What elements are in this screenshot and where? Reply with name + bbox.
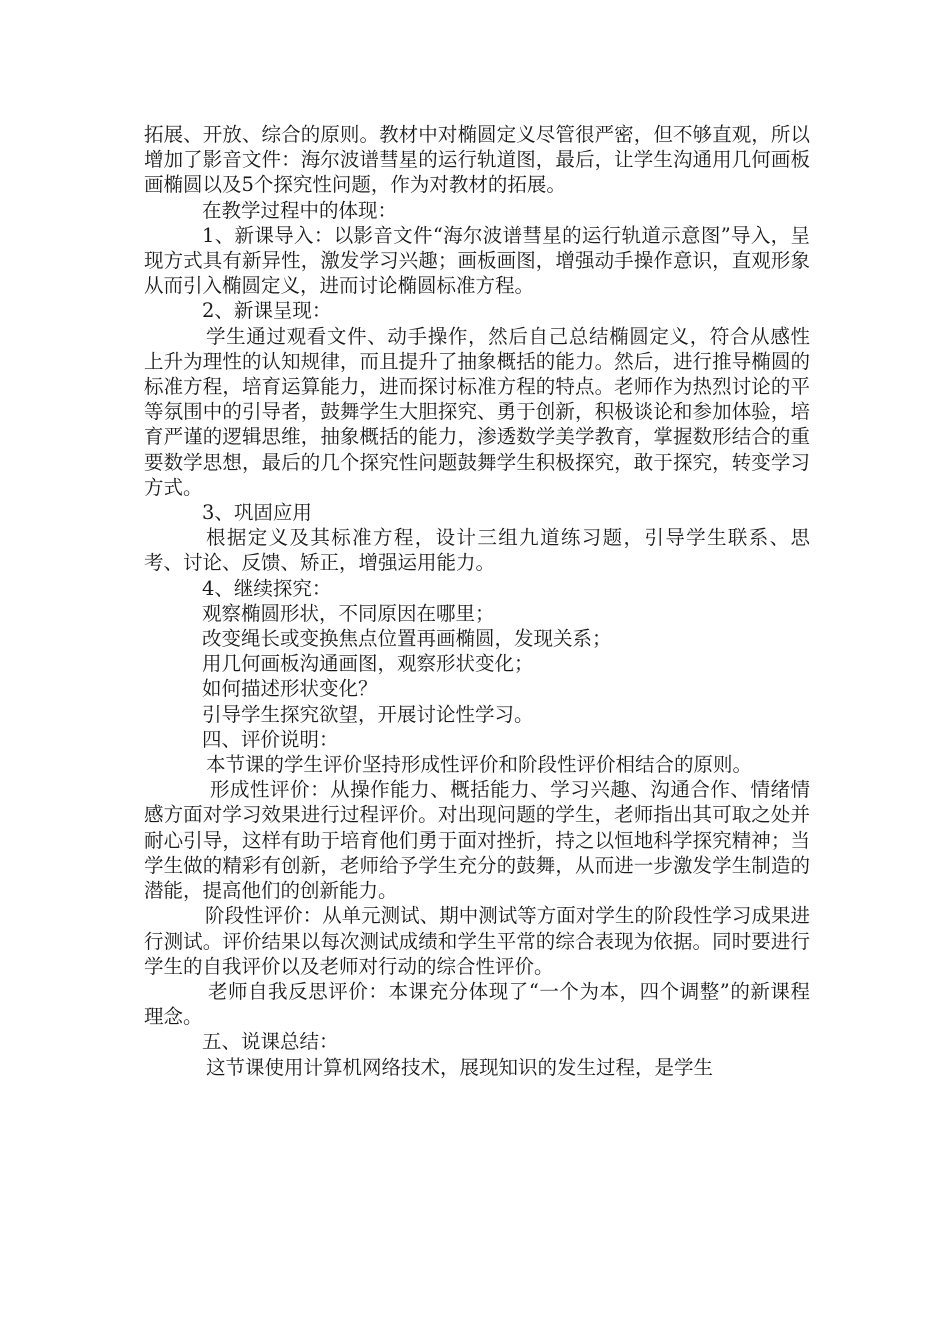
paragraph: 形成性评价：从操作能力、概括能力、学习兴趣、沟通合作、情绪情感方面对学习效果进行过程评价。对出现问题的学生，老师指出其可取之处并耐心引导，这样有助于培育他们勇于面对挫折，持之以恒地科学探究精神；当学生做的精彩有创新，老师给予学生充分的鼓舞，从而进一步激发学生制造的潜能，提高他们的创新能力。 xyxy=(144,778,810,903)
paragraph: 如何描述形状变化？ xyxy=(202,677,378,701)
paragraph: 用几何画板沟通画图，观察形状变化； xyxy=(202,652,534,676)
paragraph: 老师自我反思评价：本课充分体现了“一个为本，四个调整”的新课程理念。 xyxy=(144,979,810,1029)
paragraph: 引导学生探究欲望，开展讨论性学习。 xyxy=(202,702,534,726)
paragraph: 本节课的学生评价坚持形成性评价和阶段性评价相结合的原则。 xyxy=(206,753,753,777)
paragraph: 在教学过程中的体现： xyxy=(202,198,398,222)
paragraph: 根据定义及其标准方程，设计三组九道练习题，引导学生联系、思考、讨论、反馈、矫正，增强运用能力。 xyxy=(144,526,810,575)
paragraph: 这节课使用计算机网络技术，展现知识的发生过程，是学生 xyxy=(206,1055,714,1079)
paragraph: 改变绳长或变换焦点位置再画椭圆，发现关系； xyxy=(202,627,612,651)
document-body xyxy=(144,122,810,1080)
paragraph: 观察椭圆形状，不同原因在哪里； xyxy=(202,601,495,625)
paragraph: 四、评价说明： xyxy=(202,727,339,751)
paragraph: 1、新课导入：以影音文件“海尔波谱彗星的运行轨道示意图”导入，呈现方式具有新异性，激发学习兴趣；画板画图，增强动手操作意识，直观形象从而引入椭圆定义，进而讨论椭圆标准方程。 xyxy=(144,223,810,298)
paragraph: 五、说课总结： xyxy=(202,1030,339,1054)
paragraph: 2、新课呈现： xyxy=(202,299,332,323)
paragraph: 4、继续探究： xyxy=(202,576,332,600)
paragraph: 拓展、开放、综合的原则。教材中对椭圆定义尽管很严密，但不够直观，所以增加了影音文件：海尔波谱彗星的运行轨道图，最后，让学生沟通用几何画板画椭圆以及5个探究性问题，作为对教材的拓展。 xyxy=(144,123,810,197)
paragraph: 阶段性评价：从单元测试、期中测试等方面对学生的阶段性学习成果进行测试。评价结果以每次测试成绩和学生平常的综合表现为依据。同时要进行学生的自我评价以及老师对行动的综合性评价。 xyxy=(144,904,810,978)
paragraph: 学生通过观看文件、动手操作，然后自己总结椭圆定义，符合从感性上升为理性的认知规律，而且提升了抽象概括的能力。然后，进行推导椭圆的标准方程，培育运算能力，进而探讨标准方程的特点。老师作为热烈讨论的平等氛围中的引导者，鼓舞学生大胆探究、勇于创新，积极谈论和参加体验，培育严谨的逻辑思维，抽象概括的能力，渗透数学美学教育，掌握数形结合的重要数学思想，最后的几个探究性问题鼓舞学生积极探究，敢于探究，转变学习方式。 xyxy=(144,324,810,499)
paragraph: 3、巩固应用 xyxy=(202,501,312,525)
